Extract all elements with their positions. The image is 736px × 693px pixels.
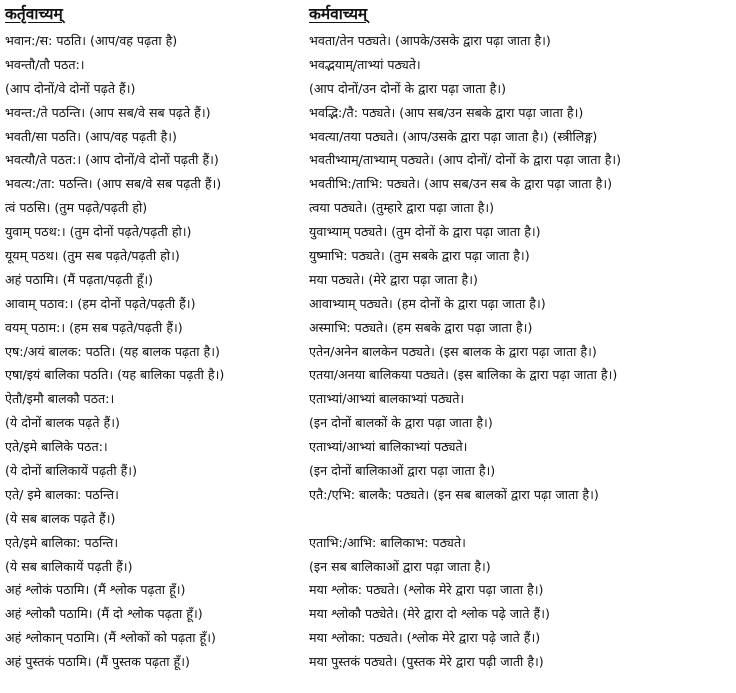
sentence-pairs-list [0,29,736,674]
passive-voice-sentence: एताभ्यां/आभ्यां बालकाभ्यां पठ्यते। [309,391,465,407]
passive-voice-sentence: भवद्भयाम्/ताभ्यां पठ्यते। [309,56,421,72]
active-voice-sentence: (आप दोनों/वे दोनों पढ़ते हैं।) [5,80,136,96]
passive-voice-sentence: युष्माभि: पठ्यते। (तुम सबके द्वारा पढ़ा जाता है।) [309,248,530,264]
table-row [0,507,736,531]
passive-voice-sentence: भवता/तेन पठ्यते। (आपके/उसके द्वारा पढ़ा जाता है।) [309,33,551,48]
active-voice-sentence: भवन्तौ/तौ पठत:। [5,56,85,72]
active-voice-sentence: भवान:/स: पठति। (आप/वह पढ़ता है) [5,33,178,48]
table-row [0,292,736,316]
active-voice-sentence: अहं पुस्तकं पठामि। (मैं पुस्तक पढ़ता हूँ।) [5,654,190,670]
table-row [0,435,736,459]
passive-voice-sentence: भवतीभि:/ताभि: पठ्यते। (आप सब/उन सब के द्वारा पढ़ा जाता है।) [309,176,613,192]
table-row [0,101,736,125]
active-voice-sentence: एष:/अयं बालक: पठति। (यह बालक पढ़ता है।) [5,343,220,359]
passive-voice-sentence: (इन दोनों बालिकाओं द्वारा पढ़ा जाता है।) [309,463,496,479]
table-row [0,602,736,626]
active-voice-sentence: अहं पठामि। (मैं पढ़ता/पढ़ती हूँ।) [5,271,154,287]
table-row [0,650,736,674]
active-voice-sentence: वयम् पठाम:। (हम सब पढ़ते/पढ़ती हैं।) [5,319,183,335]
active-voice-sentence: (ये सब बालक पढ़ते हैं।) [5,510,116,526]
active-voice-sentence: एते/इमे बालिका: पठन्ति। [5,534,119,550]
active-voice-sentence: ऐतौ/इमौ बालकौ पठत:। [5,391,115,407]
table-row [0,555,736,579]
active-voice-sentence: भवत्य:/ता: पठन्ति। (आप सब/वे सब पढ़ती हैं।) [5,176,222,192]
active-voice-sentence: युवाम् पठथ:। (तुम दोनों पढ़ते/पढ़ती हो।) [5,224,192,240]
table-row [0,531,736,555]
passive-voice-sentence: एतेन/अनेन बालकेन पठ्यते। (इस बालक के द्वारा पढ़ा जाता है।) [309,343,597,359]
active-voice-sentence: भवती/सा पठति। (आप/वह पढ़ती है।) [5,128,177,144]
passive-voice-sentence: (इन दोनों बालकों के द्वारा पढ़ा जाता है।) [309,415,493,431]
table-row [0,626,736,650]
passive-voice-sentence: एतै:/एभि: बालकै: पठ्यते। (इन सब बालकों द्वारा पढ़ा जाता है।) [309,486,599,502]
passive-voice-sentence: भवत्या/तया पठ्यते। (आप/उसके द्वारा पढ़ा जाता है।) (स्त्रीलिङ्ग) [309,128,598,144]
table-row [0,77,736,101]
active-voice-sentence: एते/ इमे बालका: पठन्ति। [5,486,119,502]
table-row [0,340,736,364]
active-voice-sentence: अहं श्लोकौ पठामि। (मैं दो श्लोक पढ़ता हूँ।) [5,606,203,622]
active-voice-sentence: एते/इमे बालिके पठत:। [5,439,108,455]
active-voice-sentence: अहं श्लोकं पठामि। (मैं श्लोक पढ़ता हूँ।) [5,582,186,598]
table-row [0,411,736,435]
table-row [0,363,736,387]
active-voice-sentence: अहं श्लोकान् पठामि। (मैं श्लोकों को पढ़ता हूँ।) [5,630,216,646]
table-row [0,125,736,149]
active-voice-sentence: (ये दोनों बालक पढ़ते हैं।) [5,415,120,431]
passive-voice-sentence: एताभ्यां/आभ्यां बालिकाभ्यां पठ्यते। [309,439,468,455]
passive-voice-sentence: अस्माभि: पठ्यते। (हम सबके द्वारा पढ़ा जाता है।) [309,319,533,335]
passive-voice-sentence: मया श्लोका: पठ्यते। (श्लोक मेरे द्वारा पढ़े जाते हैं।) [309,630,541,646]
passive-voice-sentence: मया पुस्तकं पठ्यते। (पुस्तक मेरे द्वारा पढ़ी जाती है।) [309,654,544,670]
passive-voice-sentence: आवाभ्याम् पठ्यते। (हम दोनों के द्वारा पढ़ा जाता है।) [309,295,546,311]
passive-voice-sentence: (इन सब बालिकाओं द्वारा पढ़ा जाता है।) [309,558,491,574]
active-voice-sentence: यूयम् पठथ। (तुम सब पढ़ते/पढ़ती हो।) [5,248,180,264]
active-voice-sentence: (ये दोनों बालिकायें पढ़ती हैं।) [5,463,137,479]
table-row [0,268,736,292]
passive-voice-sentence: त्वया पठ्यते। (तुम्हारे द्वारा पढ़ा जाता है।) [309,200,495,216]
active-voice-sentence: आवाम् पठाव:। (हम दोनों पढ़ते/पढ़ती हैं।) [5,295,196,311]
active-voice-sentence: एषा/इयं बालिका पठति। (यह बालिका पढ़ती है।) [5,367,225,383]
table-row [0,172,736,196]
table-row [0,196,736,220]
passive-voice-sentence: युवाभ्याम् पठ्यते। (तुम दोनों के द्वारा पढ़ा जाता है।) [309,224,541,240]
table-row [0,578,736,602]
table-row [0,148,736,172]
table-row [0,483,736,507]
active-voice-sentence: भवन्त:/ते पठन्ति। (आप सब/वे सब पढ़ते हैं।) [5,104,211,120]
kartrivachyam-heading: कर्तृवाच्यम् [5,5,63,23]
passive-voice-sentence: एताभि:/आभि: बालिकाभ: पठ्यते। [309,534,466,550]
passive-voice-sentence: मया पठ्यते। (मेरे द्वारा पढ़ा जाता है।) [309,271,478,287]
passive-voice-sentence: मया श्लोकौ पठ्येते। (मेरे द्वारा दो श्लोक पढ़े जाते हैं।) [309,606,550,622]
passive-voice-sentence: मया श्लोक: पठ्यते। (श्लोक मेरे द्वारा पढ़ा जाता है।) [309,582,544,598]
table-row [0,220,736,244]
table-row [0,387,736,411]
active-voice-sentence: त्वं पठसि। (तुम पढ़ते/पढ़ती हो) [5,200,148,216]
passive-voice-sentence: एतया/अनया बालिकया पठ्यते। (इस बालिका के द्वारा पढ़ा जाता है।) [309,367,618,383]
table-row [0,53,736,77]
active-voice-sentence: (ये सब बालिकायें पढ़ती हैं।) [5,558,133,574]
table-row [0,29,736,53]
active-voice-sentence: भवत्यौ/ते पठत:। (आप दोनों/वे दोनों पढ़ती हैं।) [5,152,219,168]
passive-voice-sentence: भवतीभ्याम्/ताभ्याम् पठ्यते। (आप दोनों/ दोनों के द्वारा पढ़ा जाता है।) [309,152,622,168]
passive-voice-sentence: भवद्भि:/तै: पठ्यते। (आप सब/उन सबके द्वारा पढ़ा जाता है।) [309,104,584,120]
table-row [0,244,736,268]
table-row [0,459,736,483]
table-row [0,316,736,340]
karmavachyam-heading: कर्मवाच्यम् [309,5,368,23]
passive-voice-sentence: (आप दोनों/उन दोनों के द्वारा पढ़ा जाता है।) [309,80,507,96]
